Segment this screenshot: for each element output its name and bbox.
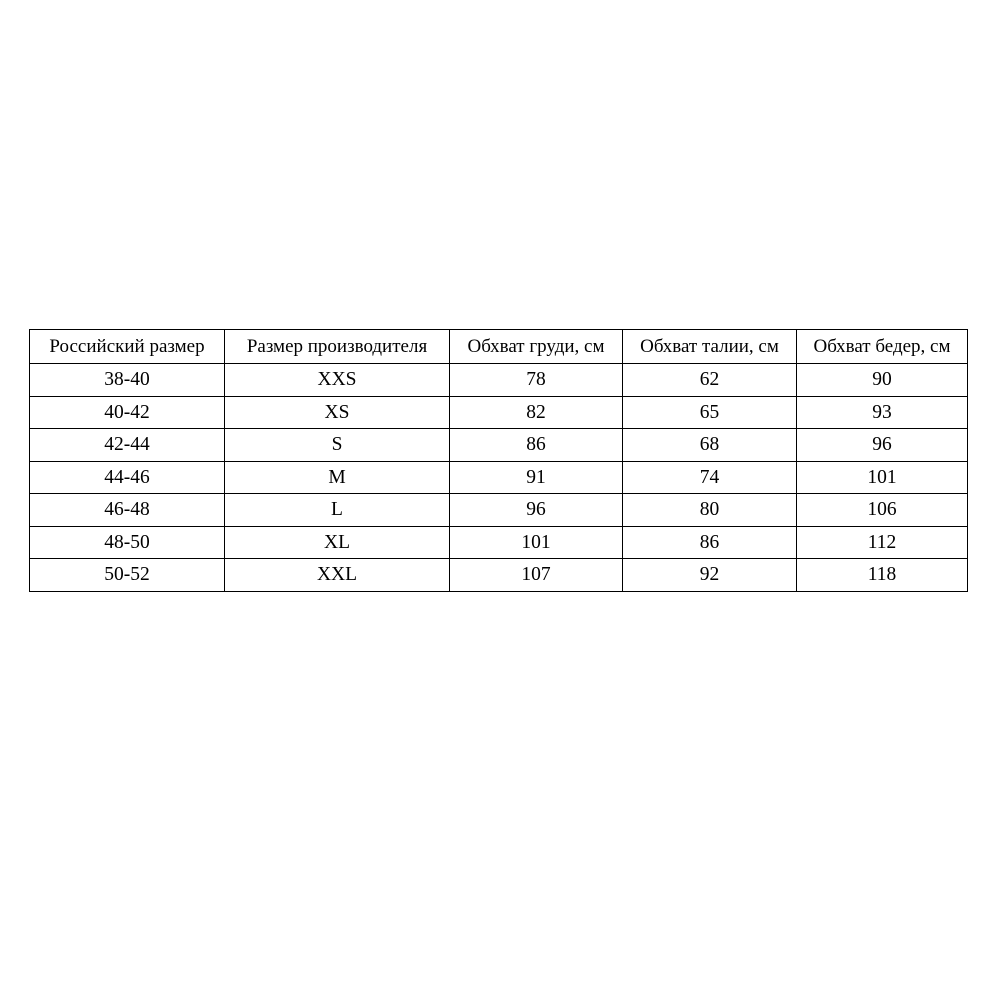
cell-manufacturer-size: XXS xyxy=(225,364,450,397)
table-row xyxy=(30,461,968,494)
cell-russian-size: 42-44 xyxy=(30,429,225,462)
cell-chest: 86 xyxy=(450,429,623,462)
cell-waist: 80 xyxy=(623,494,797,527)
cell-manufacturer-size: XL xyxy=(225,526,450,559)
header-row xyxy=(30,330,968,364)
cell-russian-size: 50-52 xyxy=(30,559,225,592)
cell-chest: 107 xyxy=(450,559,623,592)
cell-hips: 101 xyxy=(797,461,968,494)
size-chart-table xyxy=(29,329,968,592)
table-body xyxy=(30,364,968,592)
cell-waist: 86 xyxy=(623,526,797,559)
header-hips: Обхват бедер, см xyxy=(797,330,968,364)
cell-manufacturer-size: M xyxy=(225,461,450,494)
cell-chest: 78 xyxy=(450,364,623,397)
cell-waist: 68 xyxy=(623,429,797,462)
header-russian-size: Российский размер xyxy=(30,330,225,364)
table-row xyxy=(30,526,968,559)
cell-hips: 106 xyxy=(797,494,968,527)
cell-russian-size: 40-42 xyxy=(30,396,225,429)
header-chest: Обхват груди, см xyxy=(450,330,623,364)
cell-manufacturer-size: S xyxy=(225,429,450,462)
table-header xyxy=(30,330,968,364)
cell-russian-size: 48-50 xyxy=(30,526,225,559)
cell-russian-size: 46-48 xyxy=(30,494,225,527)
cell-chest: 82 xyxy=(450,396,623,429)
cell-manufacturer-size: L xyxy=(225,494,450,527)
cell-russian-size: 44-46 xyxy=(30,461,225,494)
cell-waist: 65 xyxy=(623,396,797,429)
cell-manufacturer-size: XS xyxy=(225,396,450,429)
header-manufacturer-size: Размер производителя xyxy=(225,330,450,364)
table-row xyxy=(30,494,968,527)
cell-waist: 62 xyxy=(623,364,797,397)
cell-chest: 101 xyxy=(450,526,623,559)
table-row xyxy=(30,364,968,397)
cell-hips: 112 xyxy=(797,526,968,559)
cell-manufacturer-size: XXL xyxy=(225,559,450,592)
cell-chest: 91 xyxy=(450,461,623,494)
cell-chest: 96 xyxy=(450,494,623,527)
cell-hips: 96 xyxy=(797,429,968,462)
table-row xyxy=(30,429,968,462)
cell-hips: 90 xyxy=(797,364,968,397)
cell-hips: 93 xyxy=(797,396,968,429)
cell-russian-size: 38-40 xyxy=(30,364,225,397)
table-row xyxy=(30,559,968,592)
table-row xyxy=(30,396,968,429)
cell-hips: 118 xyxy=(797,559,968,592)
header-waist: Обхват талии, см xyxy=(623,330,797,364)
cell-waist: 92 xyxy=(623,559,797,592)
cell-waist: 74 xyxy=(623,461,797,494)
